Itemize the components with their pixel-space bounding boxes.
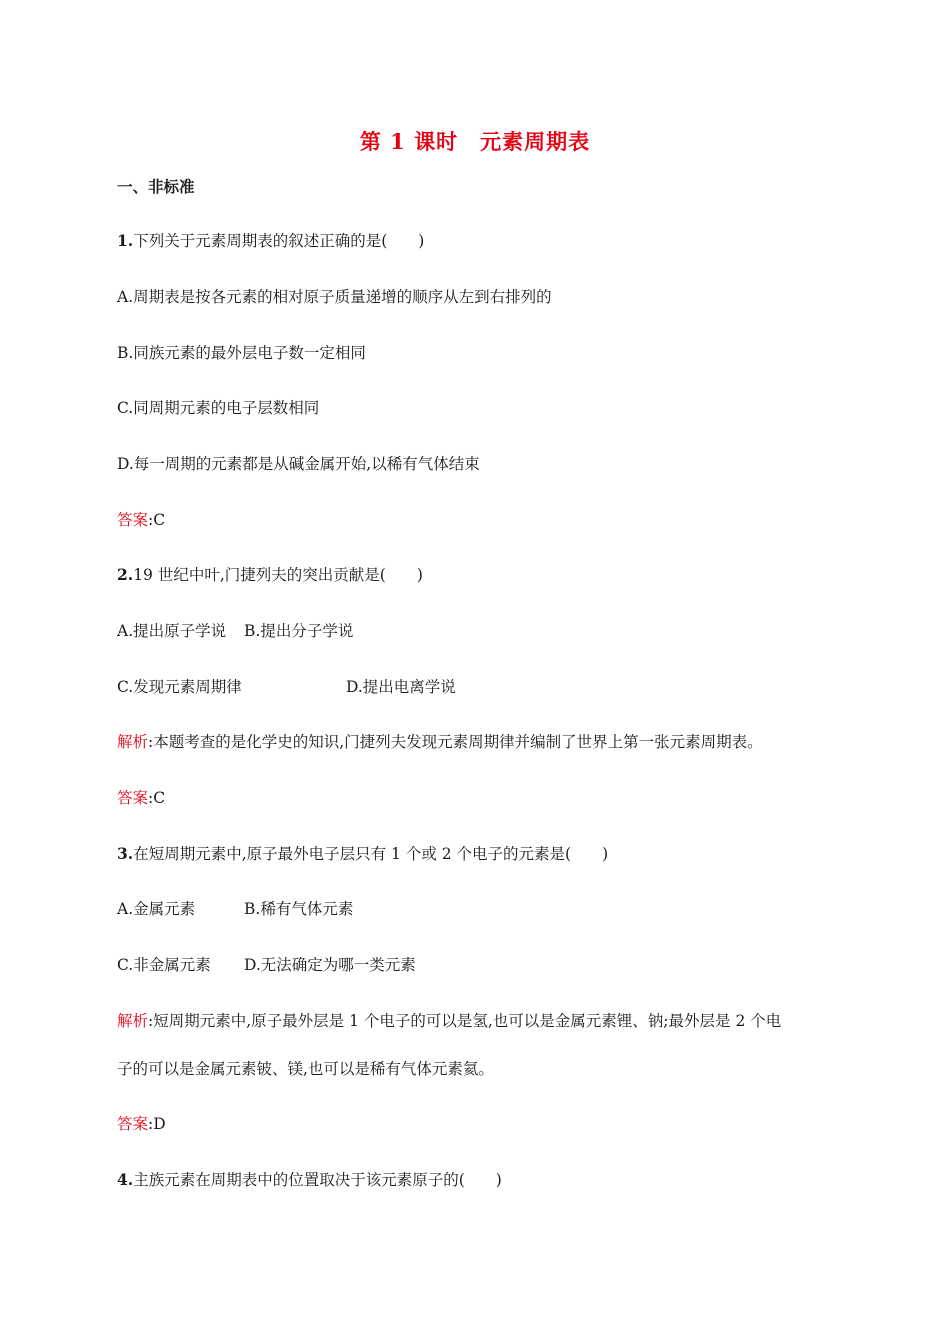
answer-line	[117, 787, 165, 809]
answer-line	[117, 509, 165, 531]
answer-value: :C	[148, 511, 166, 529]
option-row	[117, 676, 456, 698]
analysis-label: 解析	[117, 733, 149, 751]
option-a: A.提出原子学说	[117, 622, 227, 640]
option-b: B.稀有气体元素	[244, 900, 354, 918]
answer-label: 答案	[117, 1115, 149, 1133]
analysis-continuation: 子的可以是金属元素铍、镁,也可以是稀有气体元素氦。	[117, 1060, 494, 1078]
answer-label: 答案	[117, 511, 149, 529]
answer-label: 答案	[117, 789, 149, 807]
question-stem: 在短周期元素中,原子最外电子层只有 1 个或 2 个电子的元素是( )	[133, 845, 609, 863]
option-d: D.无法确定为哪一类元素	[244, 956, 416, 974]
option-c: C.同周期元素的电子层数相同	[117, 399, 320, 417]
option-a: A.周期表是按各元素的相对原子质量递增的顺序从左到右排列的	[117, 288, 552, 306]
analysis-text: :短周期元素中,原子最外层是 1 个电子的可以是氢,也可以是金属元素锂、钠;最外层是 2 个电	[148, 1012, 782, 1030]
question-1	[117, 230, 424, 252]
question-number: 4.	[117, 1170, 134, 1189]
option-b: B.提出分子学说	[244, 622, 354, 640]
section-heading: 一、非标准	[117, 177, 195, 196]
analysis-line	[117, 731, 763, 753]
analysis-label: 解析	[117, 1012, 149, 1030]
option-row	[117, 620, 354, 642]
option-row	[117, 898, 354, 920]
option-c: C.非金属元素	[117, 956, 211, 974]
option-c: C.发现元素周期律	[117, 678, 242, 696]
answer-line	[117, 1113, 166, 1135]
analysis-text: :本题考查的是化学史的知识,门捷列夫发现元素周期律并编制了世界上第一张元素周期表。	[148, 733, 763, 751]
answer-value: :D	[148, 1115, 166, 1133]
question-2	[117, 564, 423, 586]
option-d: D.提出电离学说	[346, 678, 456, 696]
option-d: D.每一周期的元素都是从碱金属开始,以稀有气体结束	[117, 455, 480, 473]
question-3	[117, 843, 608, 865]
question-number: 2.	[117, 565, 134, 584]
page-title: 第 1 课时 元素周期表	[359, 129, 591, 154]
question-number: 3.	[117, 844, 134, 863]
analysis-line	[117, 1010, 781, 1032]
answer-value: :C	[148, 789, 166, 807]
option-b: B.同族元素的最外层电子数一定相同	[117, 344, 366, 362]
question-4	[117, 1169, 502, 1191]
option-row	[117, 954, 416, 976]
option-a: A.金属元素	[117, 900, 196, 918]
question-stem: 19 世纪中叶,门捷列夫的突出贡献是( )	[133, 566, 423, 584]
question-stem: 下列关于元素周期表的叙述正确的是( )	[133, 232, 425, 250]
question-number: 1.	[117, 231, 134, 250]
question-stem: 主族元素在周期表中的位置取决于该元素原子的( )	[133, 1171, 502, 1189]
